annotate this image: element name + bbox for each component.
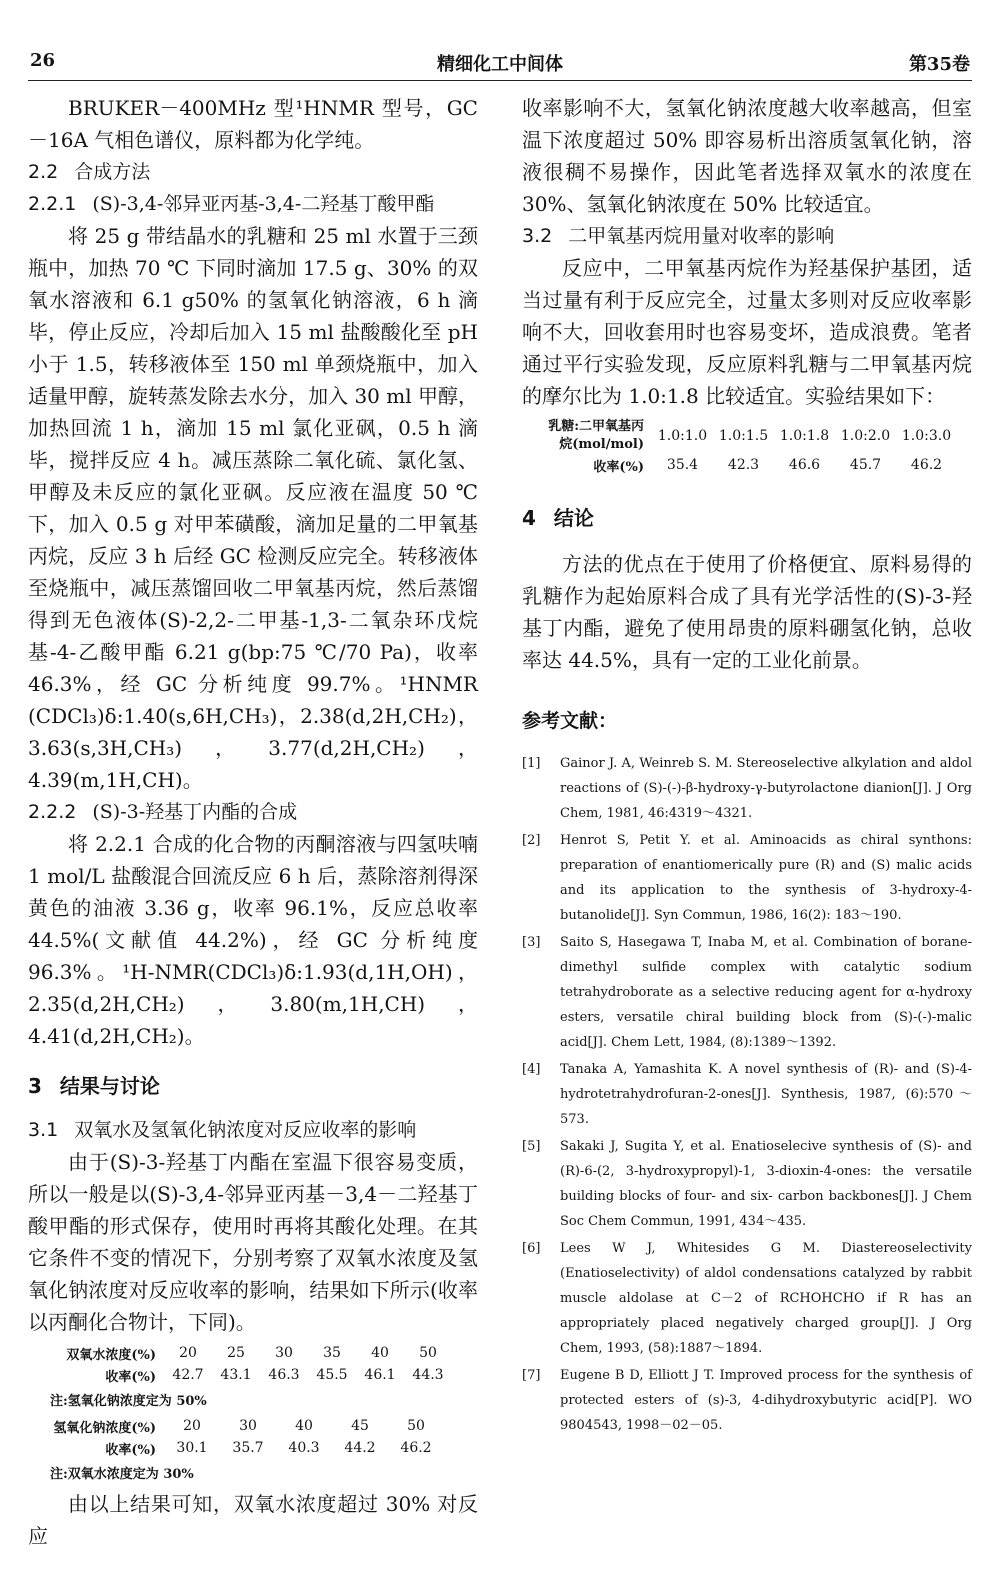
table-cell: 44.3 <box>412 1367 444 1383</box>
table-cell: 46.1 <box>364 1367 396 1383</box>
reference-item: [3] Saito S, Hasegawa T, Inaba M, et al. Combination of borane-dimethyl sulfide complex with catalytic sodium tetrahydroborate as a selective reducing agent for α-hydroxy esters, versatile chiral building block from (S)-(-)-malic acid[J]. Chem Lett, 1984, (8):1389～1392. <box>522 935 972 1050</box>
table-cell: 40 <box>295 1418 313 1434</box>
table-row <box>28 1415 444 1437</box>
table-label: 双氧水浓度(%) <box>66 1347 156 1363</box>
section-heading-2-2-1: 2.2.1 (S)-3,4-邻异亚丙基-3,4-二羟基丁酸甲酯 <box>28 193 435 215</box>
table-row <box>28 1437 444 1459</box>
table-cell: 30.1 <box>176 1440 208 1456</box>
table-cell: 25 <box>227 1345 245 1361</box>
table-row <box>28 1342 452 1364</box>
page-number: 26 <box>30 50 56 71</box>
table-row <box>28 1364 452 1386</box>
journal-name: 精细化工中间体 <box>437 54 563 75</box>
section-heading-2-2-2: 2.2.2 (S)-3-羟基丁内酯的合成 <box>28 801 298 823</box>
table-cell: 40 <box>371 1345 389 1361</box>
table-cell: 42.7 <box>172 1367 204 1383</box>
table-label: 氢氧化钠浓度(%) <box>53 1420 156 1436</box>
table-cell: 42.3 <box>727 457 760 473</box>
table-note: 注:双氧水浓度定为 30% <box>50 1467 194 1482</box>
table-molar-ratio <box>522 418 957 476</box>
table-cell: 50 <box>419 1345 437 1361</box>
table-cell: 1.0:1.5 <box>718 428 769 444</box>
table-label: 收率(%) <box>105 1369 156 1385</box>
table-cell: 20 <box>183 1418 201 1434</box>
reference-item: [2] Henrot S, Petit Y. et al. Aminoacids as chiral synthons: preparation of enantiomerically pure (R) and (S) malic acids and its application to the synthesis of 3-hydroxy-4-butanolide[J]. Syn Commun, 1986, 16(2): 183～190. <box>522 833 972 923</box>
table-cell: 43.1 <box>220 1367 252 1383</box>
table-cell: 46.6 <box>788 457 821 473</box>
table-label: 收率(%) <box>593 459 644 475</box>
references-title: 参考文献： <box>522 710 618 732</box>
section-heading-3-2: 3.2 二甲氧基丙烷用量对收率的影响 <box>522 225 835 247</box>
paragraph-conclusion: 方法的优点在于使用了价格便宜、原料易得的乳糖作为起始原料合成了具有光学活性的(S)-3-羟基丁内酯，避免了使用昂贵的原料硼氢化钠，总收率达 44.5%，具有一定的工业化前景。 <box>522 552 972 672</box>
table-peroxide-concentration <box>28 1342 452 1386</box>
reference-item: [6] Lees W J, Whitesides G M. Diastereoselectivity (Enatioselectivity) of aldol condensations catalyzed by rabbit muscle aldolase at C－2 of RCHOHCHO if R has an appropriately placed negatively charged group[J]. J Org Chem, 1993, (58):1887～1894. <box>522 1241 972 1356</box>
reference-item: [4] Tanaka A, Yamashita K. A novel synthesis of (R)- and (S)-4-hydrotetrahydrofuran-2-ones[J]. Synthesis, 1987, (6):570～573. <box>522 1062 972 1127</box>
right-column <box>522 92 972 1440</box>
table-cell: 44.2 <box>344 1440 376 1456</box>
table-label: 收率(%) <box>105 1442 156 1458</box>
paragraph-results-conclusion-end: 收率影响不大，氢氧化钠浓度越大收率越高，但室温下浓度超过 50% 即容易析出溶质氢氧化钠，溶液很稠不易操作，因此笔者选择双氧水的浓度在 30%、氢氧化钠浓度在 50% 比较适宜。 <box>522 96 972 216</box>
table-cell: 30 <box>239 1418 257 1434</box>
table-cell: 46.2 <box>910 457 943 473</box>
left-column <box>28 92 478 1552</box>
table-cell: 45.5 <box>316 1367 348 1383</box>
reference-item: [5] Sakaki J, Sugita Y, et al. Enatioselecive synthesis of (S)- and (R)-6-(2, 3-hydroxypropyl)-1, 3-dioxin-4-ones: the versatile building blocks of four- and six- carbon backbones[J]. J Chem Soc Chem Commun, 1991, 434～435. <box>522 1139 972 1229</box>
table-cell: 20 <box>179 1345 197 1361</box>
table-cell: 45 <box>351 1418 369 1434</box>
table-cell: 1.0:1.8 <box>779 428 830 444</box>
table-cell: 35.7 <box>232 1440 264 1456</box>
table-cell: 1.0:1.0 <box>657 428 708 444</box>
table-cell: 46.3 <box>268 1367 300 1383</box>
paragraph-synthesis-ester: 将 25 g 带结晶水的乳糖和 25 ml 水置于三颈瓶中，加热 70 ℃ 下同时滴加 17.5 g、30% 的双氧水溶液和 6.1 g50% 的氢氧化钠溶液，6 h 滴毕，停止反应，冷却后加入 15 ml 盐酸酸化至 pH 小于 1.5，转移液体至 150 ml 单颈烧瓶中，加入适量甲醇，旋转蒸发除去水分，加入 30 ml 甲醇，加热回流 1 h，滴加 15 ml 氯化亚砜，0.5 h 滴毕，搅拌反应 4 h。减压蒸除二氧化硫、氯化氢、甲醇及未反应的氯化亚砜。反应液在温度 50 ℃ 下，加入 0.5 g 对甲苯磺酸，滴加足量的二甲氧基丙烷，反应 3 h 后经 GC 检测反应完全。转移液体至烧瓶中，减压蒸馏回收二甲氧基丙烷，然后蒸馏得到无色液体(S)-2,2-二甲基-1,3-二氧杂环戊烷基-4-乙酸甲酯 6.21 g(bp:75 ℃/70 Pa)，收率 46.3%，经 GC 分析纯度 99.7%。¹HNMR (CDCl₃)δ:1.40(s,6H,CH₃)，2.38(d,2H,CH₂)，3.63(s,3H,CH₃)，3.77(d,2H,CH₂)，4.39(m,1H,CH)。 <box>28 224 478 792</box>
table-cell: 1.0:3.0 <box>901 428 952 444</box>
paragraph-synthesis-lactone: 将 2.2.1 合成的化合物的丙酮溶液与四氢呋喃 1 mol/L 盐酸混合回流反应 6 h 后，蒸除溶剂得深黄色的油液 3.36 g，收率 96.1%，反应总收率 44.5%(文献值 44.2%)，经 GC 分析纯度 96.3%。¹H-NMR(CDCl₃)δ:1.93(d,1H,OH)，2.35(d,2H,CH₂)，3.80(m,1H,CH)，4.41(d,2H,CH₂)。 <box>28 832 478 1048</box>
table-row <box>522 418 957 454</box>
table-cell: 50 <box>407 1418 425 1434</box>
table-cell: 1.0:2.0 <box>840 428 891 444</box>
table-cell: 45.7 <box>849 457 882 473</box>
table-naoh-concentration <box>28 1415 444 1459</box>
table-cell: 35.4 <box>666 457 699 473</box>
table-cell: 40.3 <box>288 1440 320 1456</box>
table-cell: 46.2 <box>400 1440 432 1456</box>
paragraph-results-intro: 由于(S)-3-羟基丁内酯在室温下很容易变质，所以一般是以(S)-3,4-邻异亚丙基－3,4－二羟基丁酸甲酯的形式保存，使用时再将其酸化处理。在其它条件不变的情况下，分别考察了双氧水浓度及氢氧化钠浓度对反应收率的影响，结果如下所示(收率以丙酮化合物计，下同)。 <box>28 1150 478 1334</box>
table-note: 注:氢氧化钠浓度定为 50% <box>50 1394 207 1409</box>
reference-list <box>522 751 972 1438</box>
table-row <box>522 454 957 476</box>
section-heading-3: 3 结果与讨论 <box>28 1074 160 1098</box>
page-header <box>28 48 972 78</box>
paragraph-instruments: BRUKER－400MHz 型¹HNMR 型号，GC－16A 气相色谱仪，原料都为化学纯。 <box>28 96 478 152</box>
table-cell: 30 <box>275 1345 293 1361</box>
section-heading-3-1: 3.1 双氧水及氢氧化钠浓度对反应收率的影响 <box>28 1119 417 1141</box>
paragraph-results-conclusion-start: 由以上结果可知，双氧水浓度超过 30% 对反应 <box>28 1492 478 1548</box>
section-heading-2-2: 2.2 合成方法 <box>28 161 151 183</box>
table-label: 乳糖:二甲氧基丙 烷(mol/mol) <box>548 419 644 452</box>
table-cell: 35 <box>323 1345 341 1361</box>
reference-item: [7] Eugene B D, Elliott J T. Improved process for the synthesis of protected esters of (s)-3, 4-dihydroxybutyric acid[P]. WO 9804543, 1998－02－05. <box>522 1368 972 1433</box>
section-heading-4: 4 结论 <box>522 506 594 530</box>
paragraph-dmp-ratio: 反应中，二甲氧基丙烷作为羟基保护基团，适当过量有利于反应完全，过量太多则对反应收率影响不大，回收套用时也容易变坏，造成浪费。笔者通过平行实验发现，反应原料乳糖与二甲氧基丙烷的摩尔比为 1.0:1.8 比较适宜。实验结果如下： <box>522 256 972 408</box>
reference-item: [1] Gainor J. A, Weinreb S. M. Stereoselective alkylation and aldol reactions of (S)-(-)-β-hydroxy-γ-butyrolactone dianion[J]. J Org Chem, 1981, 46:4319～4321. <box>522 756 972 821</box>
header-rule <box>28 80 972 81</box>
volume-label: 第35卷 <box>908 54 970 75</box>
